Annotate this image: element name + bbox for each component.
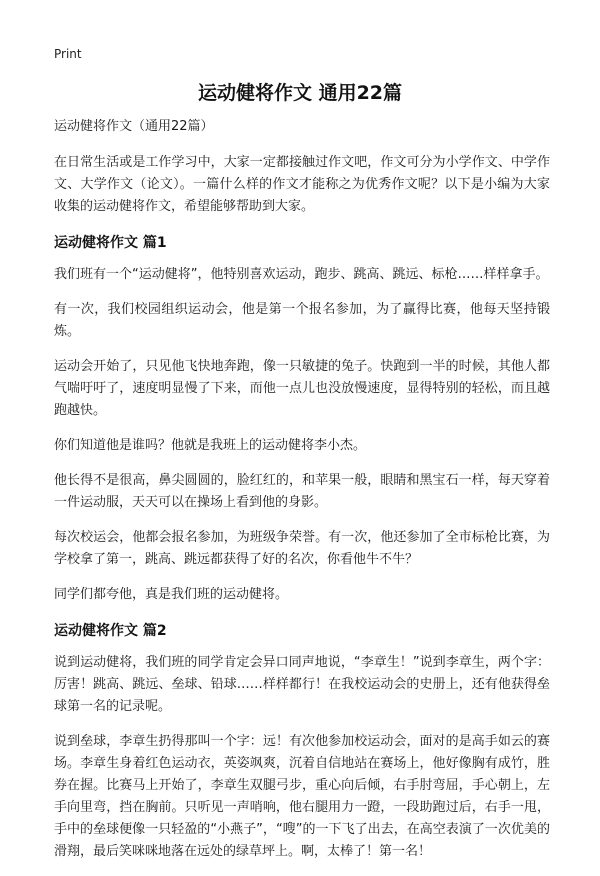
paragraph: 同学们都夸他，真是我们班的运动健将。	[54, 587, 289, 602]
page-title: 运动健将作文 通用22篇	[197, 82, 403, 104]
section-heading: 运动健将作文 篇1	[54, 235, 167, 251]
paragraph: 你们知道他是谁吗？他就是我班上的运动健将李小杰。	[54, 438, 367, 453]
paragraph: 运动会开始了，只见他飞快地奔跑，像一只敏捷的兔子。快跑到一半的时候，其他人都气喘吁吁了，速度明显慢了下来，而他一点儿也没放慢速度，显得特别的轻松，而且越跑越快。	[54, 359, 550, 418]
article-body	[54, 116, 550, 876]
paragraph: 有一次，我们校园组织运动会，他是第一个报名参加，为了赢得比赛，他每天坚持锻炼。	[54, 302, 550, 339]
article-subtitle: 运动健将作文（通用22篇）	[54, 119, 214, 134]
section-heading: 运动健将作文 篇2	[54, 623, 167, 639]
paragraph: 他长得不是很高，鼻尖圆圆的，脸红红的，和苹果一般，眼睛和黑宝石一样，每天穿着一件运动服，天天可以在操场上看到他的身影。	[54, 473, 550, 510]
paragraph: 说到垒球，李章生扔得那叫一个字：远！有次他参加校运动会，面对的是高手如云的赛场。李章生身着红色运动衣，英姿飒爽，沉着自信地站在赛场上，他好像胸有成竹，胜券在握。比赛马上开始了，李章生双腿弓步，重心向后倾，右手肘弯屈，手心朝上，左手向里弯，挡在胸前。只听见一声哨响，他右腿用力一蹬，一段助跑过后，右手一甩，手中的垒球便像一只轻盈的“小燕子”，“嗖”的一下飞了出去，在高空表演了一次优美的滑翔，最后笑咪咪地落在远处的绿草坪上。啊，太棒了！第一名！	[54, 734, 550, 859]
paragraph: 每次校运会，他都会报名参加，为班级争荣誉。有一次，他还参加了全市标枪比赛，为学校拿了第一，跳高、跳远都获得了好的名次，你看他牛不牛？	[54, 530, 550, 567]
paragraph: 我们班有一个“运动健将”，他特别喜欢运动，跑步、跳高、跳远、标枪……样样拿手。	[54, 267, 549, 282]
intro-paragraph: 在日常生活或是工作学习中，大家一定都接触过作文吧，作文可分为小学作文、中学作文、大学作文（论文）。一篇什么样的作文才能称之为优秀作文呢？以下是小编为大家收集的运动健将作文，希望能够帮助到大家。	[54, 155, 550, 214]
paragraph: 说到运动健将，我们班的同学肯定会异口同声地说，“李章生！”说到李章生，两个字：厉害！跳高、跳远、垒球、铅球……样样都行！在我校运动会的史册上，还有他获得垒球第一名的记录呢。	[54, 655, 550, 714]
print-link[interactable]: Print	[54, 47, 82, 61]
